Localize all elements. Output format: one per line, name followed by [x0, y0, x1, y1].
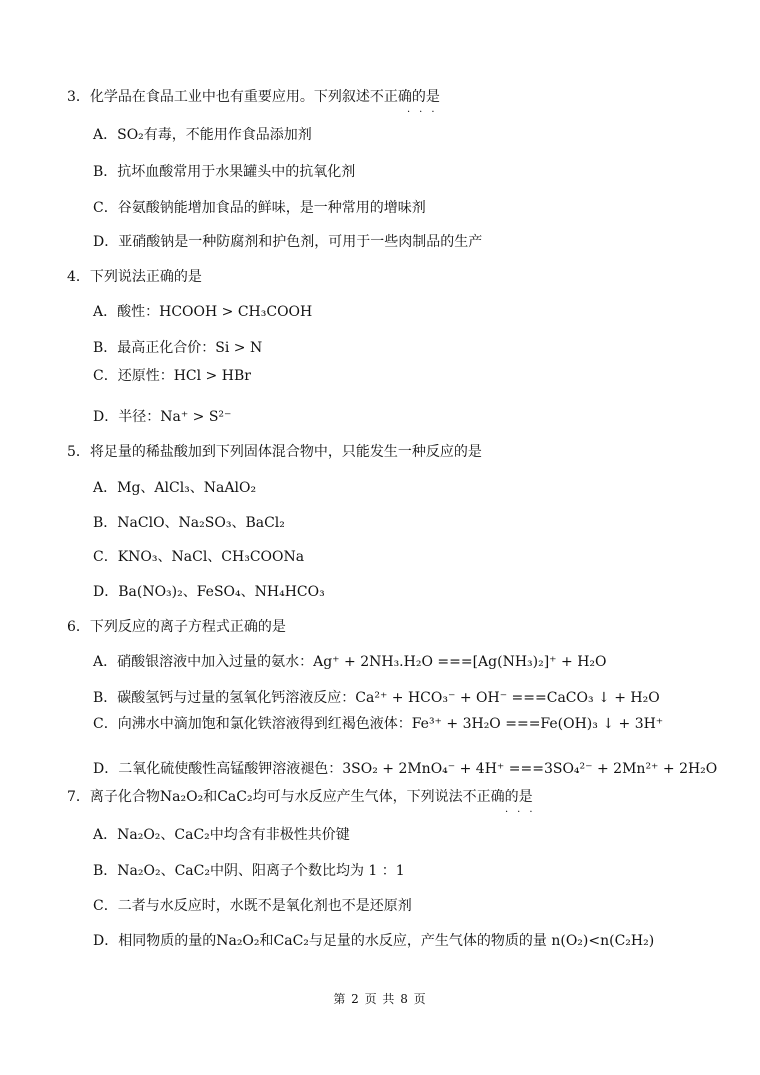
- question-7-option-b: B．Na₂O₂、CaC₂中阴、阳离子个数比均为 1 ：1: [93, 863, 405, 879]
- question-6-option-c: C．向沸水中滴加饱和氯化铁溶液得到红褐色液体：Fe³⁺ + 3H₂O ===Fe(OH)₃ ↓ + 3H⁺: [93, 716, 664, 732]
- question-5-option-a: A．Mg、AlCl₃、NaAlO₂: [93, 480, 257, 496]
- question-5-option-b: B．NaClO、Na₂SO₃、BaCl₂: [93, 515, 285, 531]
- question-4-option-a: A．酸性：HCOOH > CH₃COOH: [93, 304, 313, 320]
- page-number: 第 2 页 共 8 页: [333, 992, 427, 1006]
- question-6-stem: 6．下列反应的离子方程式正确的是: [67, 619, 286, 635]
- question-6-option-b: B．碳酸氢钙与过量的氢氧化钙溶液反应：Ca²⁺ + HCO₃⁻ + OH⁻ ===CaCO₃ ↓ + H₂O: [93, 690, 660, 706]
- question-3-option-b: B．抗坏血酸常用于水果罐头中的抗氧化剂: [93, 164, 356, 180]
- question-7-option-a: A．Na₂O₂、CaC₂中均含有非极性共价键: [93, 827, 350, 843]
- question-3-option-c: C．谷氨酸钠能增加食品的鲜味，是一种常用的增味剂: [93, 200, 426, 216]
- question-7-option-d: D．相同物质的量的Na₂O₂和CaC₂与足量的水反应，产生气体的物质的量 n(O₂)<n(C₂H₂): [93, 933, 655, 949]
- question-6-option-a: A．硝酸银溶液中加入过量的氨水：Ag⁺ + 2NH₃.H₂O ===[Ag(NH₃)₂]⁺ + H₂O: [93, 654, 607, 670]
- question-7-option-c: C．二者与水反应时，水既不是氧化剂也不是还原剂: [93, 898, 412, 914]
- question-3-stem: 3．化学品在食品工业中也有重要应用。下列叙述不正确的是: [67, 89, 440, 105]
- question-3-option-d: D．亚硝酸钠是一种防腐剂和护色剂，可用于一些肉制品的生产: [93, 234, 483, 250]
- emphasis-dots: ···: [407, 107, 444, 118]
- question-4-stem: 4．下列说法正确的是: [67, 269, 202, 285]
- question-4-option-d: D．半径：Na⁺ > S²⁻: [93, 409, 232, 425]
- question-4-option-b: B．最高正化合价：Si > N: [93, 340, 263, 356]
- question-3-option-a: A．SO₂有毒，不能用作食品添加剂: [93, 127, 312, 143]
- emphasis-dots: ···: [505, 807, 542, 818]
- question-7-stem: 7．离子化合物Na₂O₂和CaC₂均可与水反应产生气体，下列说法不正确的是: [67, 789, 533, 805]
- question-5-option-c: C．KNO₃、NaCl、CH₃COONa: [93, 549, 305, 565]
- question-6-option-d: D．二氧化硫使酸性高锰酸钾溶液褪色：3SO₂ + 2MnO₄⁻ + 4H⁺ ===3SO₄²⁻ + 2Mn²⁺ + 2H₂O: [93, 761, 718, 777]
- question-5-option-d: D．Ba(NO₃)₂、FeSO₄、NH₄HCO₃: [93, 584, 325, 600]
- question-5-stem: 5．将足量的稀盐酸加到下列固体混合物中，只能发生一种反应的是: [67, 444, 482, 460]
- question-4-option-c: C．还原性：HCl > HBr: [93, 368, 251, 384]
